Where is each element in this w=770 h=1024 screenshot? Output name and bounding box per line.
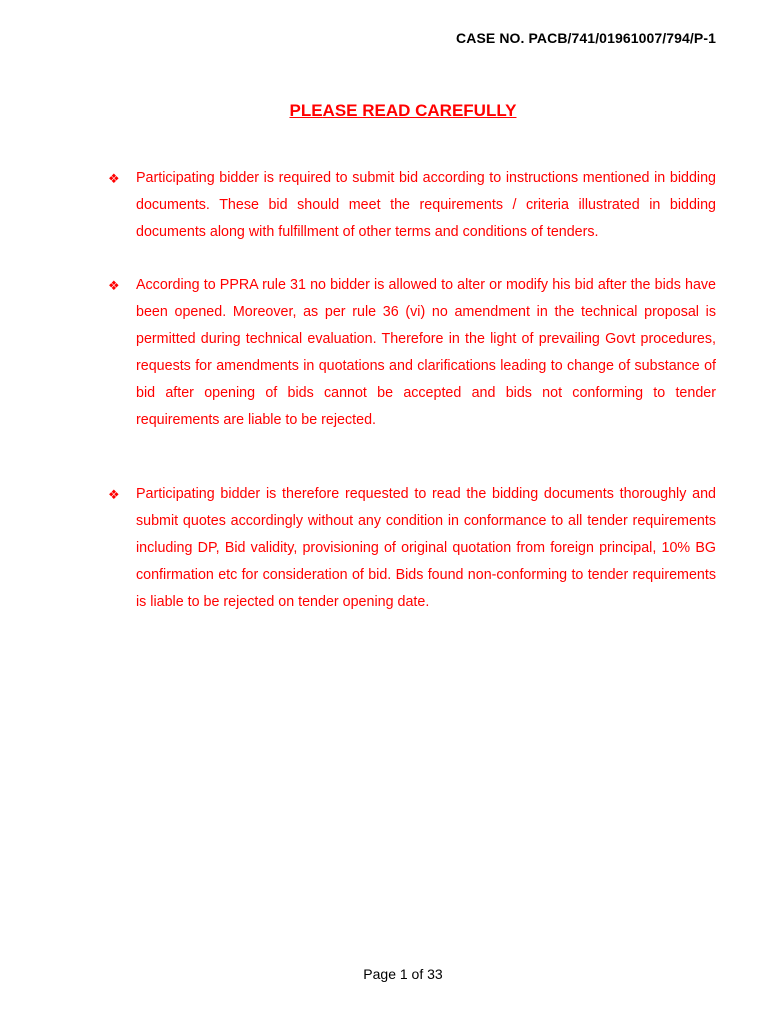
list-item xyxy=(108,272,716,434)
list-item-text: According to PPRA rule 31 no bidder is allowed to alter or modify his bid after the bids have been opened. Moreover, as per rule 36 (vi) no amendment in the technical proposal is permitted during technical evaluation. Therefore in the light of prevailing Govt procedures, requests for amendments in quotations and clarifications leading to change of substance of bid after opening of bids cannot be accepted and bids not conforming to tender requirements are liable to be rejected. xyxy=(136,277,716,428)
page-number: Page 1 of 33 xyxy=(363,966,443,982)
case-number: CASE NO. PACB/741/01961007/794/P-1 xyxy=(456,30,716,46)
diamond-bullet-icon: ❖ xyxy=(108,278,120,293)
list-item-text: Participating bidder is required to submit bid according to instructions mentioned in bidding documents. These bid should meet the requirements / criteria illustrated in bidding documents along with fulfillment of other terms and conditions of tenders. xyxy=(136,170,716,240)
list-item xyxy=(108,165,716,246)
page-title: PLEASE READ CAREFULLY xyxy=(289,101,517,120)
diamond-bullet-icon: ❖ xyxy=(108,487,120,502)
list-item xyxy=(108,481,716,616)
diamond-bullet-icon: ❖ xyxy=(108,171,120,186)
list-item-text: Participating bidder is therefore requested to read the bidding documents thoroughly and submit quotes accordingly without any condition in conformance to all tender requirements including DP, Bid validity, provisioning of original quotation from foreign principal, 10% BG confirmation etc for consideration of bid. Bids found non-conforming to tender requirements is liable to be rejected on tender opening date. xyxy=(136,486,716,610)
